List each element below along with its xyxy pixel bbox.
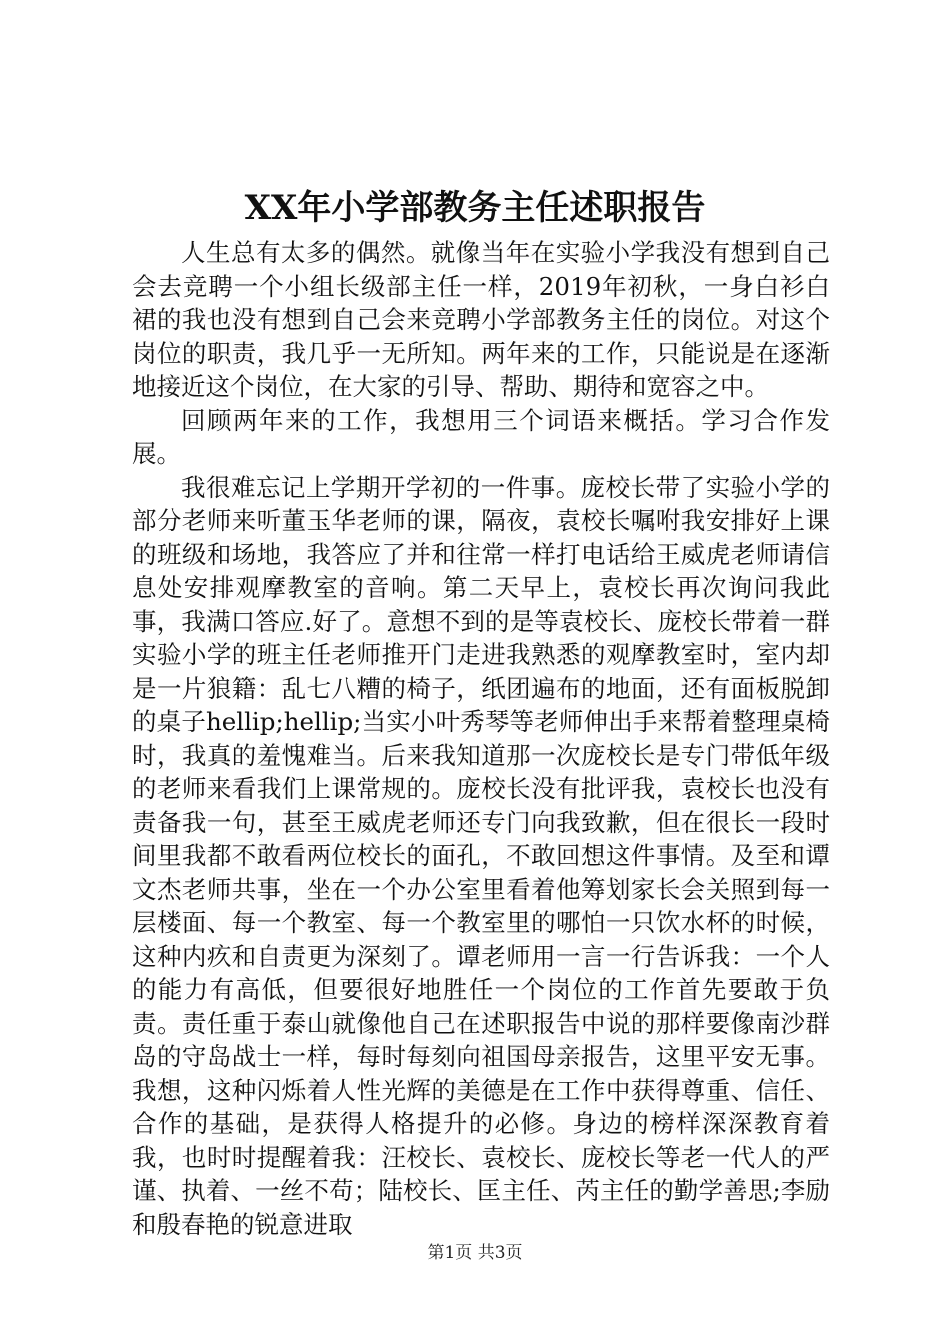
document-body (132, 236, 830, 1241)
page-number-footer: 第1页 共3页 (427, 1243, 523, 1263)
document-title: XX年小学部教务主任述职报告 (244, 188, 706, 228)
paragraph-story: 我很难忘记上学期开学初的一件事。庞校长带了实验小学的部分老师来听董玉华老师的课，隔夜，袁校长嘱咐我安排好上课的班级和场地，我答应了并和往常一样打电话给王威虎老师请信息处安排观摩教室的音响。第二天早上，袁校长再次询问我此事，我满口答应.好了。意想不到的是等袁校长、庞校长带着一群实验小学的班主任老师推开门走进我熟悉的观摩教室时，室内却是一片狼籍：乱七八糟的椅子，纸团遍布的地面，还有面板脱卸的桌子hellip;hellip;当实小叶秀琴等老师伸出手来帮着整理桌椅时，我真的羞愧难当。后来我知道那一次庞校长是专门带低年级的老师来看我们上课常规的。庞校长没有批评我，袁校长也没有责备我一句，甚至王威虎老师还专门向我致歉，但在很长一段时间里我都不敢看两位校长的面孔，不敢回想这件事情。及至和谭文杰老师共事，坐在一个办公室里看着他筹划家长会关照到每一层楼面、每一个教室、每一个教室里的哪怕一只饮水杯的时候，这种内疚和自责更为深刻了。谭老师用一言一行告诉我：一个人的能力有高低，但要很好地胜任一个岗位的工作首先要敢于负责。责任重于泰山就像他自己在述职报告中说的那样要像南沙群岛的守岛战士一样，每时每刻向祖国母亲报告，这里平安无事。我想，这种闪烁着人性光辉的美德是在工作中获得尊重、信任、合作的基础，是获得人格提升的必修。身边的榜样深深教育着我，也时时提醒着我：汪校长、袁校长、庞校长等老一代人的严谨、执着、一丝不苟；陆校长、匡主任、芮主任的勤学善思;李励和殷春艳的锐意进取 (132, 472, 830, 1239)
paragraph-summary: 回顾两年来的工作，我想用三个词语来概括。学习合作发展。 (132, 405, 830, 468)
paragraph-intro: 人生总有太多的偶然。就像当年在实验小学我没有想到自己会去竞聘一个小组长级部主任一样，2019年初秋，一身白衫白裙的我也没有想到自己会来竞聘小学部教务主任的岗位。对这个岗位的职责，我几乎一无所知。两年来的工作，只能说是在逐渐地接近这个岗位，在大家的引导、帮助、期待和宽容之中。 (132, 238, 830, 401)
